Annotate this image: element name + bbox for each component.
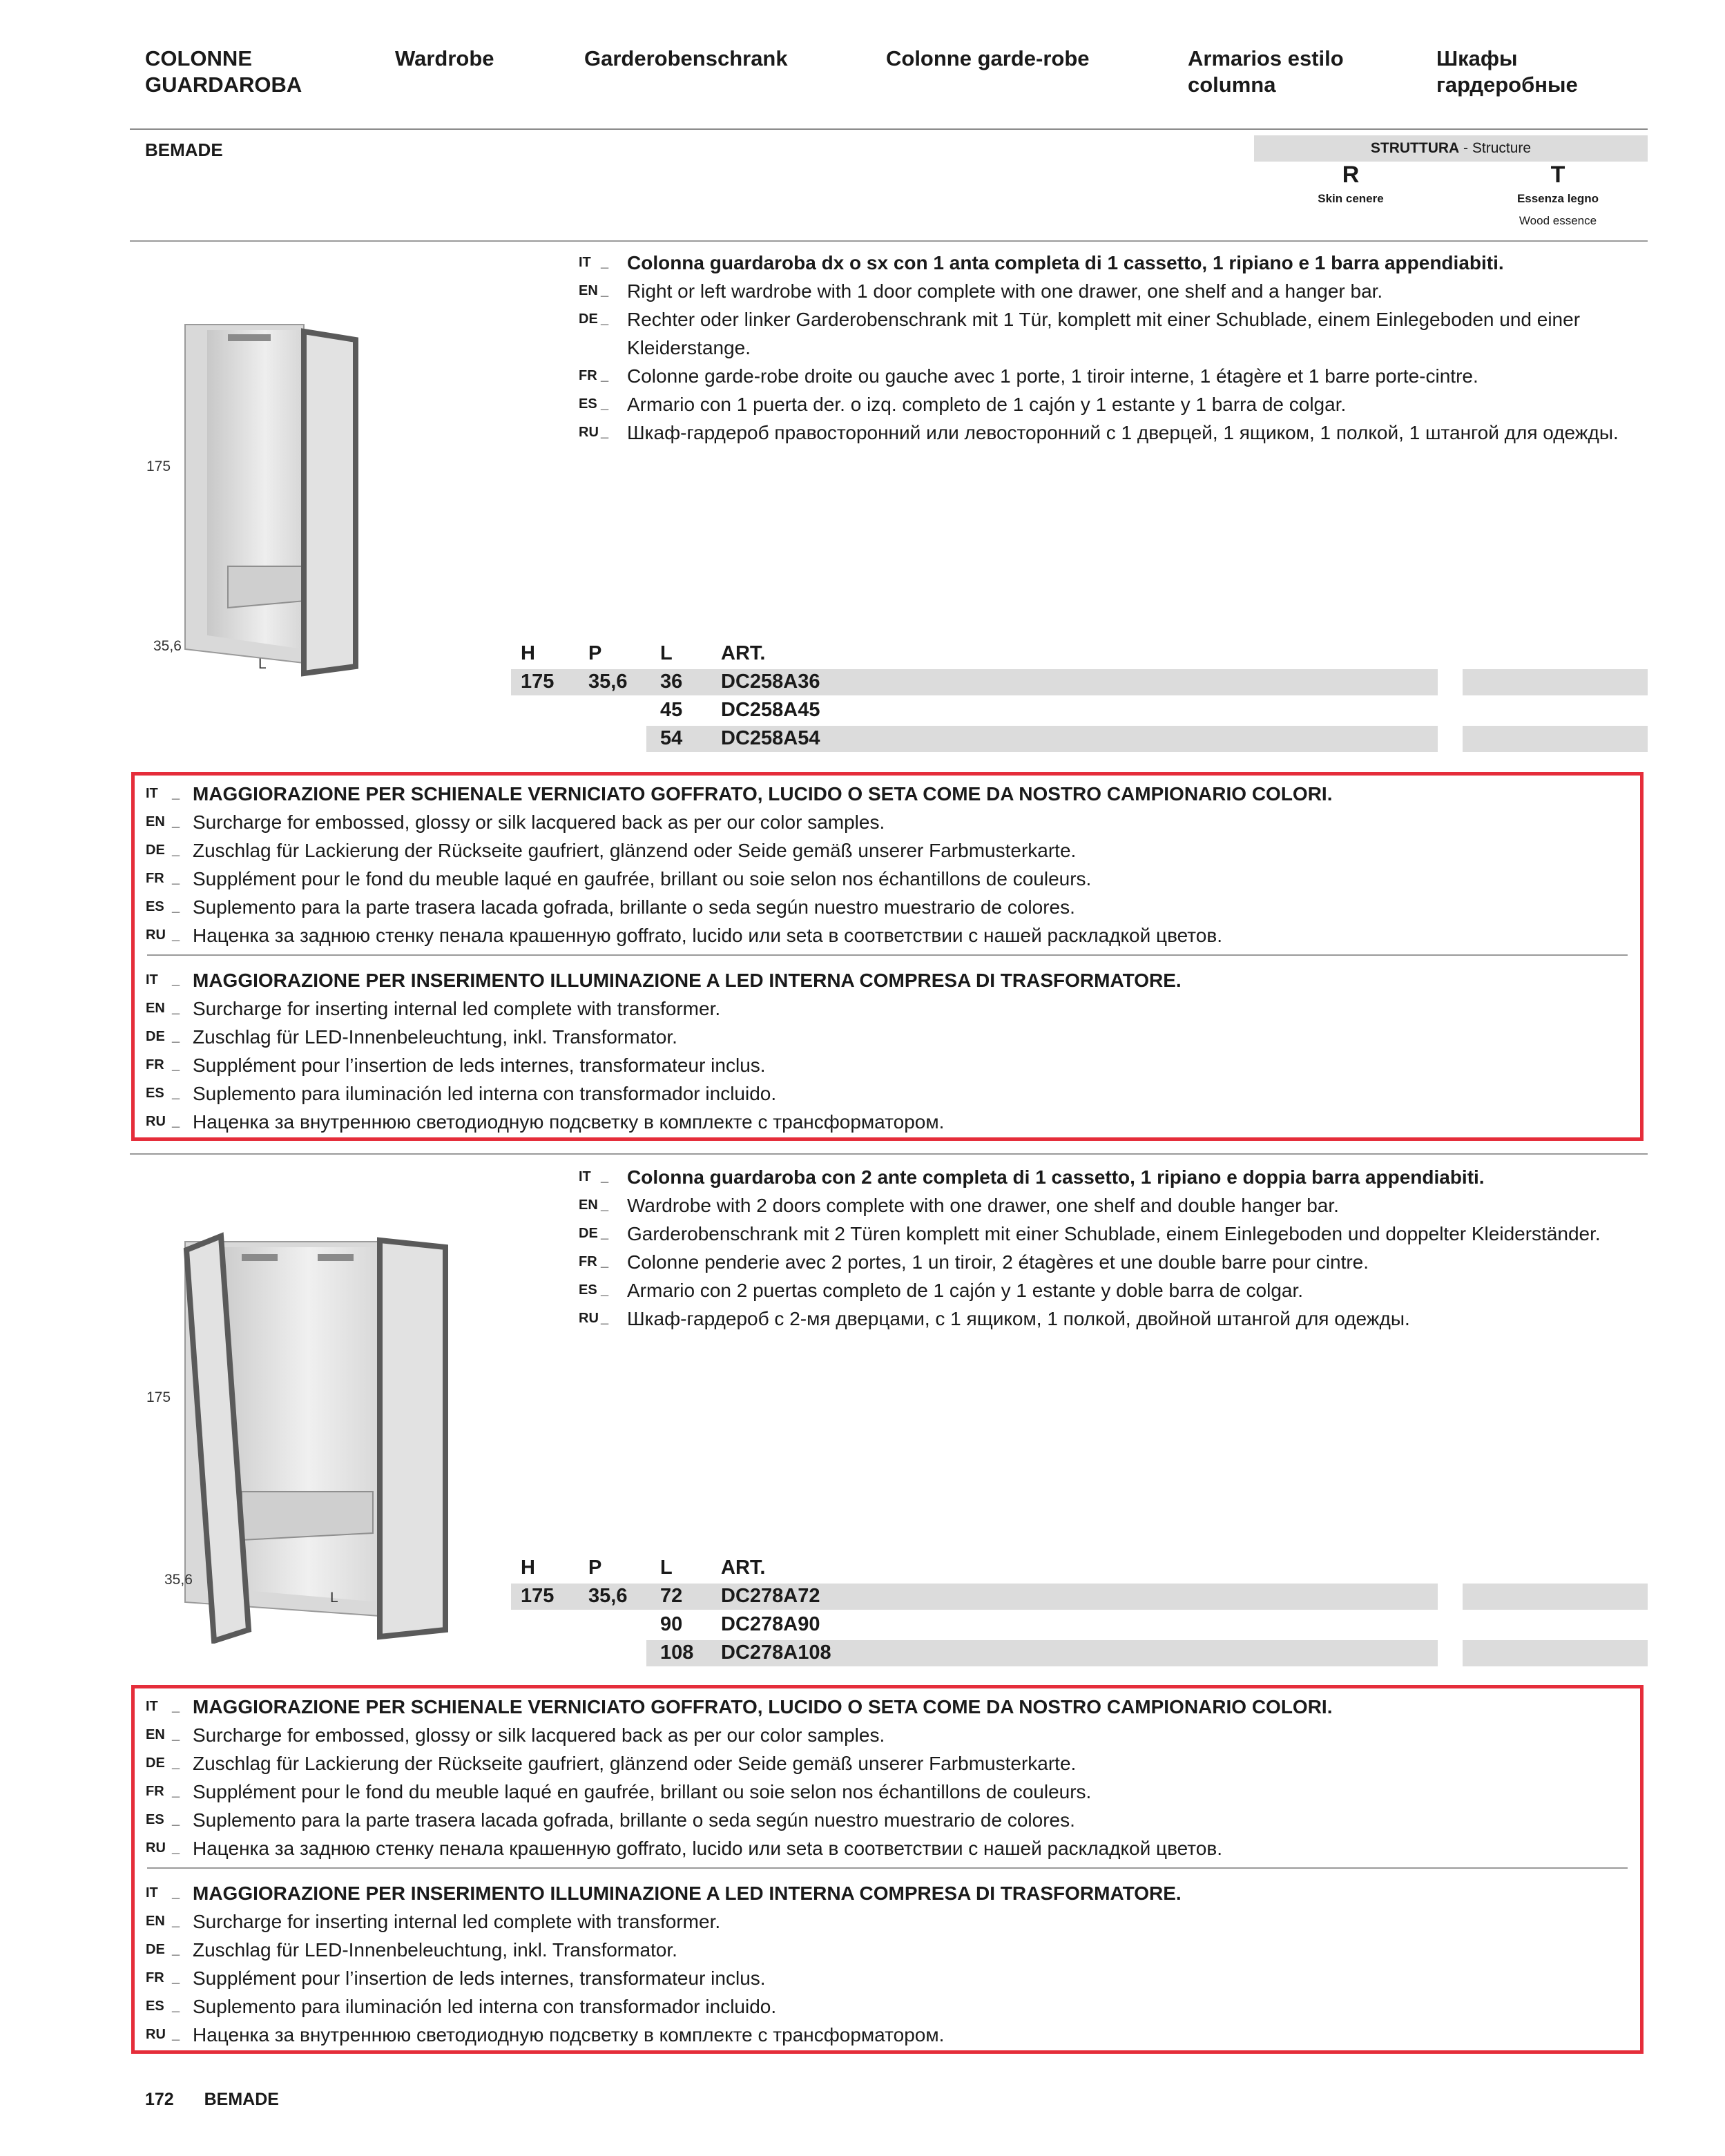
section-rule — [130, 240, 1648, 242]
product-description — [579, 1163, 1628, 1333]
description-text: Wardrobe with 2 doors complete with one drawer, one shelf and double hanger bar. — [627, 1195, 1339, 1216]
col-header-l: L — [660, 642, 673, 664]
surcharge-line: RU _ Наценка за внутреннюю светодиодную подсветку в комплекте с трансформатором. — [135, 2021, 1640, 2049]
lang-code: DE — [146, 1029, 165, 1044]
surcharge-line: IT _ MAGGIORAZIONE PER SCHIENALE VERNICIATO GOFFRATO, LUCIDO O SETA COME DA NOSTRO CAMPIONARIO COLORI. — [135, 780, 1640, 808]
surcharge-text: Suplemento para iluminación led interna con transformador incluido. — [193, 1083, 777, 1104]
description-line: RU _ Шкаф-гардероб с 2-мя дверцами, с 1 ящиком, 1 полкой, двойной штангой для одежды. — [579, 1305, 1628, 1333]
header-col-en — [395, 46, 494, 72]
col-header-h: H — [521, 642, 535, 664]
table-row — [511, 696, 1648, 724]
lang-code: EN — [146, 1001, 165, 1016]
col-header-h: H — [521, 1557, 535, 1579]
surcharge-line: DE _ Zuschlag für LED-Innenbeleuchtung, inkl. Transformator. — [135, 1023, 1640, 1051]
finish-letter-t: T — [1550, 162, 1565, 188]
surcharge-line: DE _ Zuschlag für LED-Innenbeleuchtung, inkl. Transformator. — [135, 1936, 1640, 1964]
surcharge-line: RU _ Наценка за внутреннюю светодиодную подсветку в комплекте с трансформатором. — [135, 1108, 1640, 1136]
description-text: Colonne penderie avec 2 portes, 1 un tiroir, 2 étagères et une double barre pour cintre. — [627, 1251, 1369, 1273]
cell-h: 175 — [521, 1585, 555, 1607]
surcharge-text: Наценка за внутреннюю светодиодную подсветку в комплекте с трансформатором. — [193, 2024, 945, 2046]
dimension-height: 175 — [146, 459, 171, 474]
header-col-text: Colonne garde-robe — [886, 46, 1090, 70]
surcharge-line: IT _ MAGGIORAZIONE PER INSERIMENTO ILLUMINAZIONE A LED INTERNA COMPRESA DI TRASFORMATORE. — [135, 966, 1640, 994]
surcharge-divider — [147, 1867, 1628, 1869]
col-header-art: ART. — [721, 1557, 766, 1579]
description-text: Шкаф-гардероб правосторонний или левосторонний с 1 дверцей, 1 ящиком, 1 полкой, 1 штангой для одежды. — [627, 422, 1619, 443]
header-col-ru — [1436, 46, 1578, 98]
lang-code: DE — [579, 311, 598, 327]
surcharge-box — [131, 1685, 1644, 2054]
description-line: DE _ Rechter oder linker Garderobenschrank mit 1 Tür, komplett mit einer Schublade, einem Einlegeboden und einer Kleiderstange. — [579, 305, 1628, 362]
surcharge-line: ES _ Suplemento para iluminación led interna con transformador incluido. — [135, 1992, 1640, 2021]
description-line: FR _ Colonne penderie avec 2 portes, 1 un tiroir, 2 étagères et une double barre pour cintre. — [579, 1248, 1628, 1276]
lang-code: EN — [579, 1197, 598, 1213]
lang-code: DE — [146, 843, 165, 858]
surcharge-line: FR _ Supplément pour l’insertion de leds internes, transformateur inclus. — [135, 1964, 1640, 1992]
footer-brand: BEMADE — [204, 2090, 279, 2109]
finish-sub-t: Wood essence — [1519, 214, 1597, 227]
description-text: Rechter oder linker Garderobenschrank mit 1 Tür, komplett mit einer Schublade, einem Einlegeboden und einer Kleiderstange. — [627, 309, 1581, 358]
cell-l: 54 — [660, 727, 683, 749]
hanger-bar — [228, 334, 271, 341]
table-header-row — [511, 1554, 1648, 1582]
surcharge-text: Surcharge for embossed, glossy or silk lacquered back as per our color samples. — [193, 811, 885, 833]
lang-code: DE — [146, 1942, 165, 1957]
cell-art: DC278A90 — [721, 1613, 820, 1635]
description-line: EN _ Right or left wardrobe with 1 door complete with one drawer, one shelf and a hanger bar. — [579, 277, 1628, 305]
footer — [145, 2090, 279, 2110]
lang-code: ES — [579, 1282, 597, 1298]
surcharge-text: Supplément pour le fond du meuble laqué en gaufrée, brillant ou soie selon nos échantillons de couleurs. — [193, 868, 1092, 889]
cell-art: DC258A45 — [721, 699, 820, 721]
article-table — [511, 639, 1648, 753]
surcharge-block — [135, 1693, 1640, 1863]
surcharge-text: Zuschlag für Lackierung der Rückseite gaufriert, glänzend oder Seide gemäß unserer Farbmusterkarte. — [193, 1753, 1077, 1774]
cell-h: 175 — [521, 671, 555, 693]
surcharge-text: MAGGIORAZIONE PER SCHIENALE VERNICIATO GOFFRATO, LUCIDO O SETA COME DA NOSTRO CAMPIONARIO COLORI. — [193, 783, 1333, 805]
dimension-height: 175 — [146, 1389, 171, 1405]
surcharge-text: MAGGIORAZIONE PER SCHIENALE VERNICIATO GOFFRATO, LUCIDO O SETA COME DA NOSTRO CAMPIONARIO COLORI. — [193, 1696, 1333, 1717]
header-col-it — [145, 46, 302, 98]
cell-art: DC278A72 — [721, 1585, 820, 1607]
table-row — [511, 1582, 1648, 1610]
surcharge-line: ES _ Suplemento para la parte trasera lacada gofrada, brillante o seda según nuestro muestrario de colores. — [135, 893, 1640, 921]
cell-l: 36 — [660, 671, 683, 693]
surcharge-line: DE _ Zuschlag für Lackierung der Rückseite gaufriert, glänzend oder Seide gemäß unserer Farbmusterkarte. — [135, 1749, 1640, 1778]
structure-separator: - — [1459, 140, 1472, 156]
section-rule — [130, 1153, 1648, 1155]
table-header-row — [511, 639, 1648, 668]
surcharge-line: ES _ Suplemento para iluminación led interna con transformador incluido. — [135, 1079, 1640, 1108]
lang-code: ES — [146, 899, 164, 914]
lang-code: RU — [146, 927, 166, 943]
lang-code: IT — [579, 1169, 591, 1184]
description-text: Right or left wardrobe with 1 door complete with one drawer, one shelf and a hanger bar. — [627, 280, 1383, 302]
dimension-width: L — [330, 1590, 338, 1606]
description-text: Шкаф-гардероб с 2-мя дверцами, с 1 ящиком, 1 полкой, двойной штангой для одежды. — [627, 1308, 1410, 1329]
cell-l: 72 — [660, 1585, 683, 1607]
drawer — [242, 1492, 373, 1540]
header-col-text: Wardrobe — [395, 46, 494, 70]
description-text: Colonne garde-robe droite ou gauche avec 1 porte, 1 tiroir interne, 1 étagère et 1 barre porte-cintre. — [627, 365, 1478, 387]
lang-code: RU — [146, 2027, 166, 2042]
lang-code: FR — [146, 871, 164, 886]
lang-code: IT — [146, 1885, 158, 1900]
col-header-l: L — [660, 1557, 673, 1579]
lang-code: ES — [579, 396, 597, 412]
wardrobe-1-door-illustration — [173, 304, 366, 677]
surcharge-text: MAGGIORAZIONE PER INSERIMENTO ILLUMINAZIONE A LED INTERNA COMPRESA DI TRASFORMATORE. — [193, 1883, 1182, 1904]
surcharge-text: Supplément pour l’insertion de leds internes, transformateur inclus. — [193, 1055, 766, 1076]
hanger-bar — [318, 1254, 354, 1261]
lang-code: FR — [579, 1254, 597, 1269]
surcharge-text: MAGGIORAZIONE PER INSERIMENTO ILLUMINAZIONE A LED INTERNA COMPRESA DI TRASFORMATORE. — [193, 970, 1182, 991]
surcharge-block — [135, 780, 1640, 950]
surcharge-line: RU _ Наценка за заднюю стенку пенала крашенную goffrato, lucido или seta в соответствии с нашей раскладкой цветов. — [135, 1834, 1640, 1863]
description-text: Garderobenschrank mit 2 Türen komplett mit einer Schublade, einem Einlegeboden und doppelter Kleiderständer. — [627, 1223, 1601, 1244]
surcharge-text: Supplément pour l’insertion de leds internes, transformateur inclus. — [193, 1967, 766, 1989]
lang-code: RU — [146, 1840, 166, 1856]
dimension-depth: 35,6 — [153, 638, 182, 654]
surcharge-box — [131, 772, 1644, 1141]
surcharge-line: IT _ MAGGIORAZIONE PER SCHIENALE VERNICIATO GOFFRATO, LUCIDO O SETA COME DA NOSTRO CAMPIONARIO COLORI. — [135, 1693, 1640, 1721]
surcharge-text: Zuschlag für LED-Innenbeleuchtung, inkl. Transformator. — [193, 1939, 677, 1961]
surcharge-line: FR _ Supplément pour le fond du meuble laqué en gaufrée, brillant ou soie selon nos échantillons de couleurs. — [135, 1778, 1640, 1806]
cell-art: DC258A54 — [721, 727, 820, 749]
header-col-text: Шкафы гардеробные — [1436, 46, 1578, 97]
description-line: IT _ Colonna guardaroba dx o sx con 1 anta completa di 1 cassetto, 1 ripiano e 1 barra appendiabiti. — [579, 249, 1628, 277]
surcharge-divider — [147, 954, 1628, 956]
lang-code: IT — [146, 1699, 158, 1714]
surcharge-line: IT _ MAGGIORAZIONE PER INSERIMENTO ILLUMINAZIONE A LED INTERNA COMPRESA DI TRASFORMATORE. — [135, 1879, 1640, 1907]
brand-label: BEMADE — [145, 139, 223, 160]
structure-label: STRUTTURA — [1370, 140, 1460, 156]
page-number: 172 — [145, 2090, 174, 2109]
finish-name-r: Skin cenere — [1318, 192, 1384, 205]
finish-name-t: Essenza legno — [1516, 192, 1599, 205]
table-row — [511, 724, 1648, 753]
lang-code: DE — [146, 1755, 165, 1771]
dimension-width: L — [258, 656, 267, 672]
product-description — [579, 249, 1628, 447]
col-header-art: ART. — [721, 642, 766, 664]
cell-p: 35,6 — [588, 671, 628, 693]
description-line: RU _ Шкаф-гардероб правосторонний или левосторонний с 1 дверцей, 1 ящиком, 1 полкой, 1 штангой для одежды. — [579, 418, 1628, 447]
cabinet-door-right — [380, 1240, 445, 1637]
header-col-es — [1188, 46, 1344, 98]
structure-label-en: Structure — [1472, 140, 1532, 156]
description-line: FR _ Colonne garde-robe droite ou gauche avec 1 porte, 1 tiroir interne, 1 étagère et 1 barre porte-cintre. — [579, 362, 1628, 390]
description-line: DE _ Garderobenschrank mit 2 Türen komplett mit einer Schublade, einem Einlegeboden und doppelter Kleiderständer. — [579, 1220, 1628, 1248]
cell-art: DC258A36 — [721, 671, 820, 693]
surcharge-text: Surcharge for embossed, glossy or silk lacquered back as per our color samples. — [193, 1724, 885, 1746]
header-col-text: Armarios estilo columna — [1188, 46, 1344, 97]
description-text: Armario con 1 puerta der. o izq. completo de 1 cajón y 1 estante y 1 barra de colgar. — [627, 394, 1347, 415]
surcharge-text: Supplément pour le fond du meuble laqué en gaufrée, brillant ou soie selon nos échantillons de couleurs. — [193, 1781, 1092, 1802]
cell-l: 90 — [660, 1613, 683, 1635]
table-row — [511, 1639, 1648, 1667]
surcharge-line: FR _ Supplément pour l’insertion de leds internes, transformateur inclus. — [135, 1051, 1640, 1079]
lang-code: DE — [579, 1226, 598, 1241]
description-line: EN _ Wardrobe with 2 doors complete with one drawer, one shelf and double hanger bar. — [579, 1191, 1628, 1220]
surcharge-line: RU _ Наценка за заднюю стенку пенала крашенную goffrato, lucido или seta в соответствии с нашей раскладкой цветов. — [135, 921, 1640, 950]
description-text: Armario con 2 puertas completo de 1 cajón y 1 estante y doble barra de colgar. — [627, 1280, 1304, 1301]
surcharge-line: EN _ Surcharge for embossed, glossy or silk lacquered back as per our color samples. — [135, 1721, 1640, 1749]
surcharge-block — [135, 966, 1640, 1136]
description-text: Colonna guardaroba dx o sx con 1 anta completa di 1 cassetto, 1 ripiano e 1 barra appendiabiti. — [627, 252, 1504, 273]
surcharge-text: Наценка за заднюю стенку пенала крашенную goffrato, lucido или seta в соответствии с нашей раскладкой цветов. — [193, 925, 1223, 946]
lang-code: IT — [146, 786, 158, 801]
cabinet-door — [304, 331, 356, 673]
surcharge-text: Suplemento para la parte trasera lacada gofrada, brillante o seda según nuestro muestrario de colores. — [193, 1809, 1075, 1831]
surcharge-line: EN _ Surcharge for embossed, glossy or silk lacquered back as per our color samples. — [135, 808, 1640, 836]
article-table — [511, 1554, 1648, 1667]
lang-code: FR — [146, 1970, 164, 1985]
cell-art: DC278A108 — [721, 1642, 831, 1664]
description-text: Colonna guardaroba con 2 ante completa di 1 cassetto, 1 ripiano e doppia barra appendiabiti. — [627, 1166, 1485, 1188]
description-line: ES _ Armario con 1 puerta der. o izq. completo de 1 cajón y 1 estante y 1 barra de colgar. — [579, 390, 1628, 418]
lang-code: ES — [146, 1999, 164, 2014]
header-col-text: Garderobenschrank — [584, 46, 788, 70]
lang-code: EN — [579, 283, 598, 298]
table-row — [511, 668, 1648, 696]
surcharge-text: Наценка за заднюю стенку пенала крашенную goffrato, lucido или seta в соответствии с нашей раскладкой цветов. — [193, 1838, 1223, 1859]
header-col-fr — [886, 46, 1090, 72]
lang-code: RU — [579, 1311, 599, 1326]
surcharge-block — [135, 1879, 1640, 2049]
surcharge-text: Suplemento para la parte trasera lacada gofrada, brillante o seda según nuestro muestrario de colores. — [193, 896, 1075, 918]
structure-bar — [1254, 135, 1648, 162]
wardrobe-2-doors-illustration — [180, 1229, 456, 1644]
cell-l: 108 — [660, 1642, 694, 1664]
header-rule — [130, 128, 1648, 130]
lang-code: ES — [146, 1086, 164, 1101]
col-header-p: P — [588, 1557, 602, 1579]
surcharge-text: Surcharge for inserting internal led complete with transformer. — [193, 1911, 721, 1932]
surcharge-line: FR _ Supplément pour le fond du meuble laqué en gaufrée, brillant ou soie selon nos échantillons de couleurs. — [135, 865, 1640, 893]
lang-code: EN — [146, 1914, 165, 1929]
lang-code: FR — [579, 368, 597, 383]
description-line: IT _ Colonna guardaroba con 2 ante completa di 1 cassetto, 1 ripiano e doppia barra appendiabiti. — [579, 1163, 1628, 1191]
surcharge-text: Zuschlag für LED-Innenbeleuchtung, inkl. Transformator. — [193, 1026, 677, 1048]
surcharge-line: EN _ Surcharge for inserting internal led complete with transformer. — [135, 1907, 1640, 1936]
lang-code: RU — [579, 425, 599, 440]
surcharge-line: EN _ Surcharge for inserting internal led complete with transformer. — [135, 994, 1640, 1023]
lang-code: FR — [146, 1784, 164, 1799]
surcharge-text: Zuschlag für Lackierung der Rückseite gaufriert, glänzend oder Seide gemäß unserer Farbmusterkarte. — [193, 840, 1077, 861]
col-header-p: P — [588, 642, 602, 664]
lang-code: EN — [146, 814, 165, 829]
surcharge-text: Suplemento para iluminación led interna con transformador incluido. — [193, 1996, 777, 2017]
surcharge-text: Surcharge for inserting internal led complete with transformer. — [193, 998, 721, 1019]
surcharge-line: ES _ Suplemento para la parte trasera lacada gofrada, brillante o seda según nuestro muestrario de colores. — [135, 1806, 1640, 1834]
lang-code: RU — [146, 1114, 166, 1129]
lang-code: FR — [146, 1057, 164, 1072]
surcharge-line: DE _ Zuschlag für Lackierung der Rückseite gaufriert, glänzend oder Seide gemäß unserer Farbmusterkarte. — [135, 836, 1640, 865]
drawer — [228, 566, 305, 608]
lang-code: ES — [146, 1812, 164, 1827]
cell-p: 35,6 — [588, 1585, 628, 1607]
finish-letter-r: R — [1342, 162, 1360, 188]
surcharge-text: Наценка за внутреннюю светодиодную подсветку в комплекте с трансформатором. — [193, 1111, 945, 1133]
dimension-depth: 35,6 — [164, 1572, 193, 1588]
lang-code: IT — [579, 255, 591, 270]
hanger-bar — [242, 1254, 278, 1261]
description-line: ES _ Armario con 2 puertas completo de 1 cajón y 1 estante y doble barra de colgar. — [579, 1276, 1628, 1305]
table-row — [511, 1610, 1648, 1639]
lang-code: EN — [146, 1727, 165, 1742]
header-col-de — [584, 46, 788, 72]
lang-code: IT — [146, 972, 158, 988]
header-col-text: COLONNE GUARDAROBA — [145, 46, 302, 97]
cell-l: 45 — [660, 699, 683, 721]
